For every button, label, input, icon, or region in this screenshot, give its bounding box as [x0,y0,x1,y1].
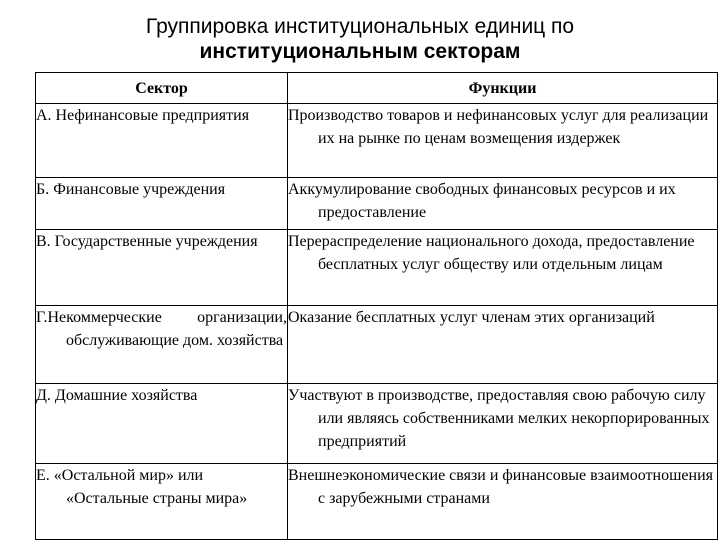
row-functions [288,230,718,306]
row-sector [36,178,288,230]
row-functions [288,464,718,540]
table-row [36,178,718,230]
row-sector-text: В. Государственные учреждения [36,233,258,250]
row-functions [288,104,718,178]
row-functions [288,178,718,230]
row-sector-text: Д. Домашние хозяйства [36,387,198,404]
row-functions-text: Внешнеэкономические связи и финансовые взаимоотношения с зарубежными странами [288,467,714,507]
row-sector [36,104,288,178]
row-sector-text: А. Нефинансовые предприятия [36,107,250,124]
row-functions-text: Производство товаров и нефинансовых услуг для реализации их на рынке по ценам возмещения издержек [288,107,709,147]
table-row [36,306,718,384]
title-line-1: Группировка институциональных единиц по [145,15,575,38]
row-functions-text: Участвуют в производстве, предоставляя свою рабочую силу или являясь собственниками мелких некорпорированных предприятий [288,387,710,450]
row-sector-text: Г.Некоммерческие организации, обслуживающие дом. хозяйства [36,309,287,349]
sectors-table [35,72,718,540]
table-header-row [36,73,718,104]
row-sector-text: Е. «Остальной мир» или «Остальные страны мира» [36,467,248,507]
table-row [36,464,718,540]
row-sector [36,230,288,306]
header-sector: Сектор [36,73,288,104]
row-functions-text: Перераспределение национального дохода, предоставление бесплатных услуг обществу или отдельным лицам [288,233,695,273]
header-functions: Функции [288,73,718,104]
table-row [36,104,718,178]
table-row [36,230,718,306]
row-sector [36,384,288,464]
title-line-2: институциональным секторам [199,40,521,63]
row-sector [36,306,288,384]
page-title [0,14,720,64]
row-functions [288,384,718,464]
row-functions-text: Аккумулирование свободных финансовых ресурсов и их предоставление [288,181,676,221]
row-sector-text: Б. Финансовые учреждения [36,181,226,198]
row-functions-text: Оказание бесплатных услуг членам этих организаций [288,309,655,326]
row-sector [36,464,288,540]
row-functions [288,306,718,384]
table-row [36,384,718,464]
